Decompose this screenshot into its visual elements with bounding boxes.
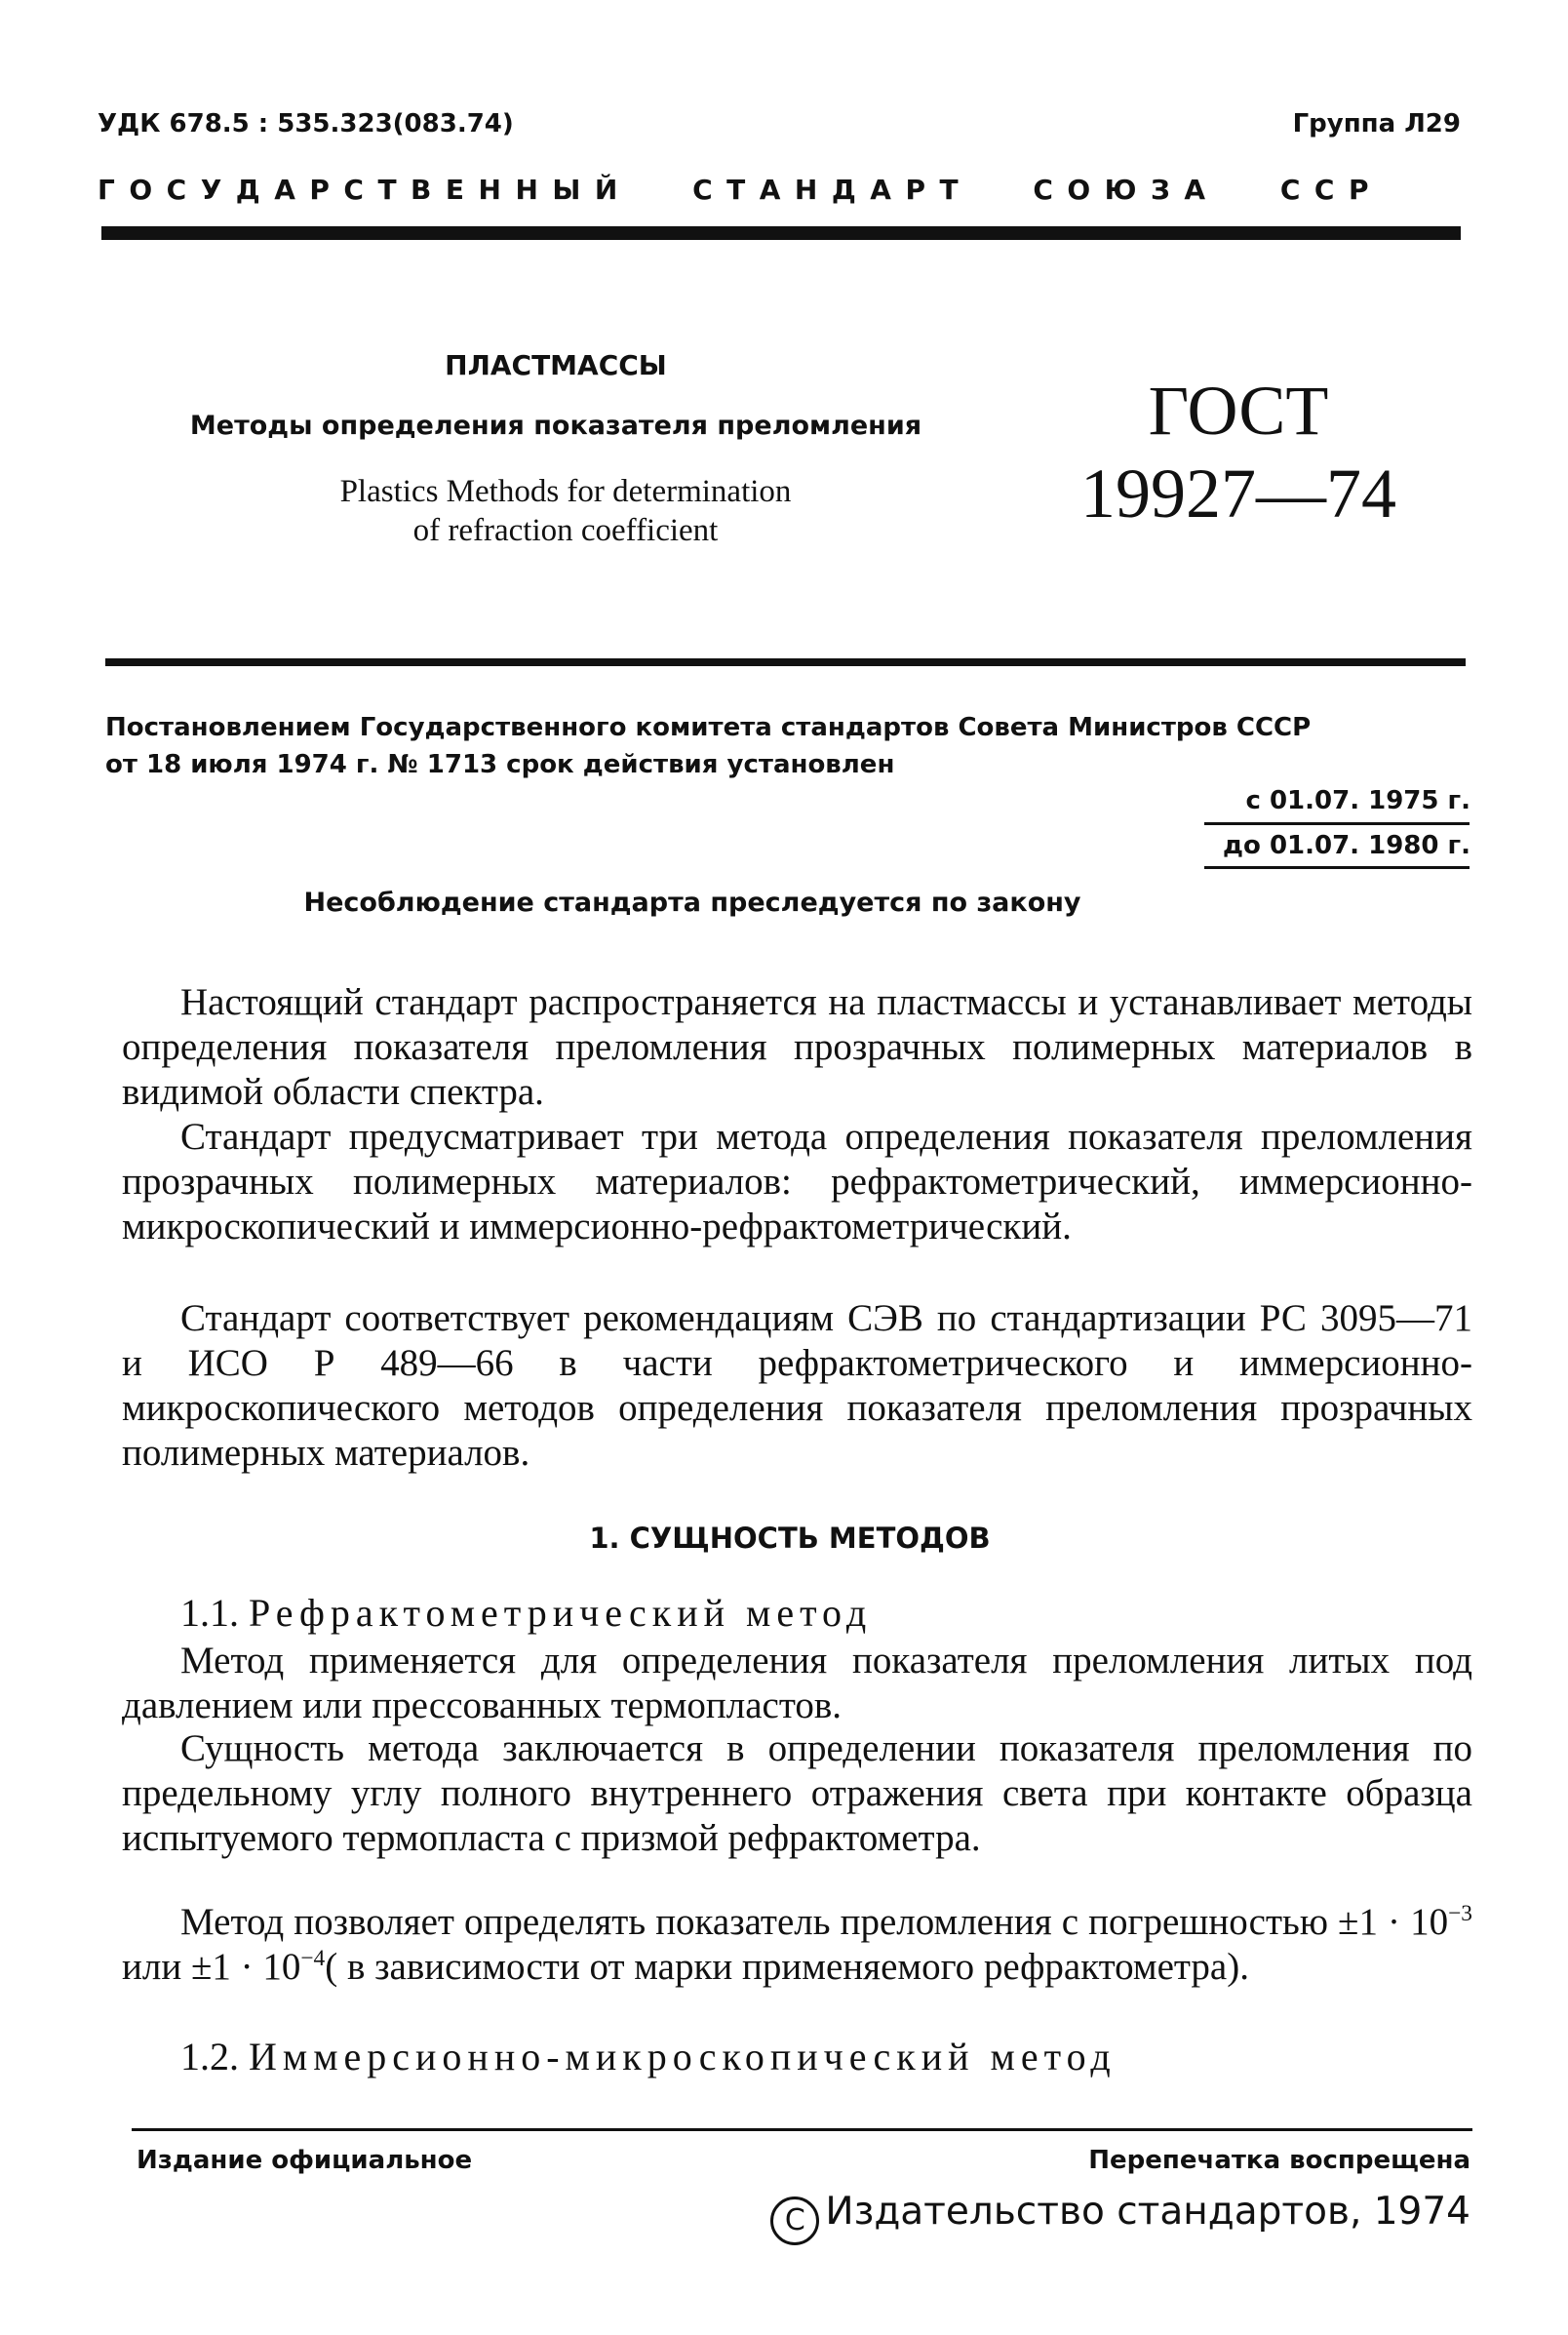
title-en [215, 472, 917, 550]
publisher-text: Издательство стандартов, 1974 [825, 2190, 1470, 2234]
exponent: −3 [1448, 1901, 1472, 1926]
text-part: ( в зависимости от марки применяемого рефрактометра). [325, 1946, 1249, 1988]
decree-line2: от 18 июля 1974 г. № 1713 срок действия установлен [105, 750, 895, 779]
section-heading: 1. СУЩНОСТЬ МЕТОДОВ [589, 1522, 991, 1555]
exponent: −4 [300, 1946, 326, 1971]
item-1-1-heading [180, 1590, 872, 1636]
footer-rule [132, 2128, 1472, 2131]
paragraph-text: Настоящий стандарт распространяется на пластмассы и устанавливает методы определения показателя преломления прозрачных полимерных материалов в видимой области спектра. [122, 981, 1472, 1113]
text-part: Метод позволяет определять показатель преломления с погрешностью ±1 · 10 [180, 1901, 1449, 1943]
paragraph-methods [122, 1115, 1472, 1249]
text-part: или ±1 · 10 [122, 1946, 301, 1988]
publisher-line [770, 2190, 1470, 2245]
paragraph-text: Стандарт соответствует рекомендациям СЭВ по стандартизации РС 3095—71 и ИСО Р 489—66 в части рефрактометрического и иммерсионно-микроскопического методов определения показателя преломления прозрачных полимерных материалов. [122, 1297, 1472, 1474]
item-number: 1.2. [180, 2035, 239, 2078]
validity-from-underline [1204, 822, 1470, 825]
paragraph-compliance [122, 1296, 1472, 1476]
law-notice: Несоблюдение стандарта преследуется по закону [303, 888, 1081, 918]
paragraph-essence [122, 1726, 1472, 1861]
paragraph-text: Метод применяется для определения показателя преломления литых под давлением или прессованных термопластов. [122, 1640, 1472, 1726]
paragraph-scope [122, 980, 1472, 1115]
gost-label: ГОСТ [1148, 372, 1329, 450]
title-rule [105, 658, 1466, 666]
decree-text [105, 709, 1470, 783]
validity-to: до 01.07. 1980 г. [1223, 831, 1470, 860]
paragraph-text [122, 1900, 1472, 1990]
group-code: Группа Л29 [1292, 109, 1461, 139]
state-standard-title: ГОСУДАРСТВЕННЫЙ СТАНДАРТ СОЮЗА ССР [98, 174, 1383, 206]
reprint-note: Перепечатка воспрещена [1088, 2146, 1470, 2175]
header-rule [101, 226, 1461, 240]
item-title: Рефрактометрический метод [249, 1591, 873, 1635]
paragraph-text: Сущность метода заключается в определении показателя преломления по предельному углу полного внутреннего отражения света при контакте образца испытуемого термопласта с призмой рефрактометра. [122, 1727, 1472, 1859]
edition-note: Издание официальное [137, 2146, 473, 2175]
udk-code: УДК 678.5 : 535.323(083.74) [98, 109, 514, 139]
copyright-icon: C [770, 2196, 819, 2245]
validity-from: с 01.07. 1975 г. [1245, 786, 1470, 815]
validity-to-underline [1204, 866, 1470, 869]
title-en-line1: Plastics Methods for determination [339, 474, 792, 509]
title-en-line2: of refraction coefficient [412, 513, 719, 548]
item-title: Иммерсионно-микроскопический метод [249, 2035, 1117, 2078]
gost-number: 19927—74 [1080, 455, 1396, 533]
title-ru-sub: Методы определения показателя преломления [189, 411, 922, 441]
decree-line1: Постановлением Государственного комитета стандартов Совета Министров СССР [105, 713, 1312, 742]
paragraph-accuracy [122, 1900, 1472, 1990]
paragraph-application [122, 1639, 1472, 1728]
item-number: 1.1. [180, 1591, 239, 1635]
paragraph-text: Стандарт предусматривает три метода определения показателя преломления прозрачных полимерных материалов: рефрактометрический, иммерсионно-микроскопический и иммерсионно-рефрактометрический. [122, 1116, 1472, 1247]
item-1-2-heading [180, 2034, 1117, 2079]
title-ru-main: ПЛАСТМАССЫ [445, 349, 667, 381]
